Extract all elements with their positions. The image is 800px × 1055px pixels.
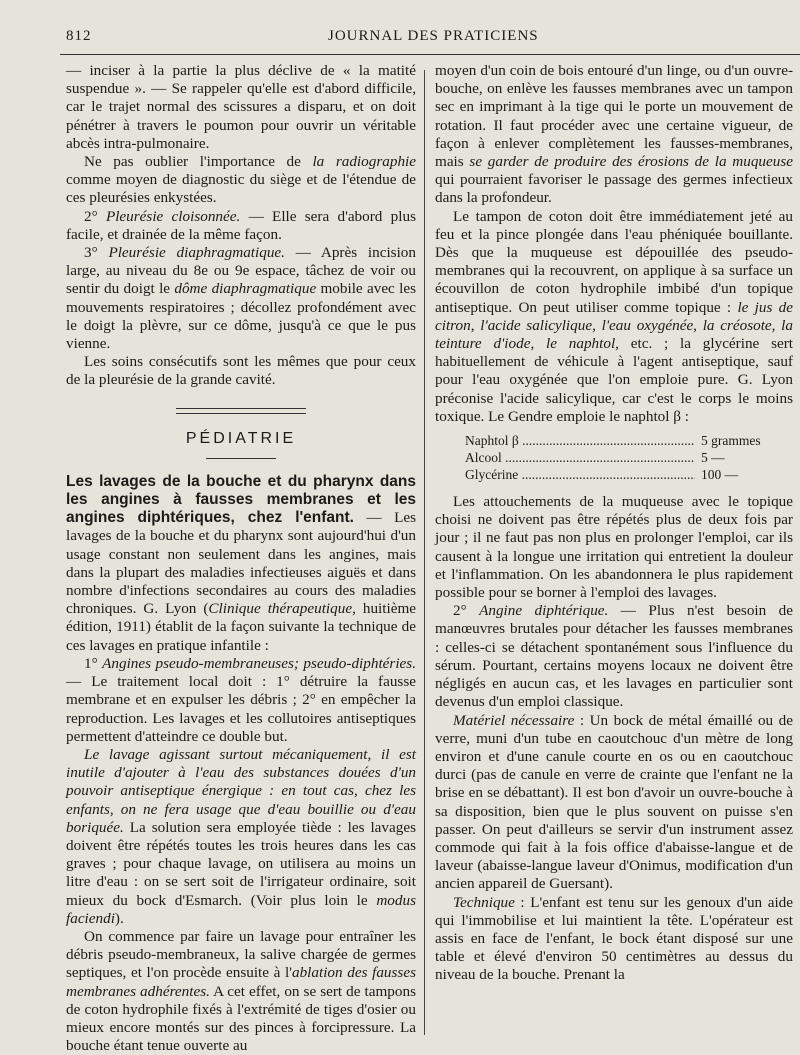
paragraph: Matériel nécessaire : Un bock de métal émaillé ou de verre, muni d'un tube en caoutchouc d'un mètre de long environ et d'une canule courte en os ou en caoutchouc durci (pas de canule en verre de crainte que l'enfant ne la brise en se débattant). Il est bon d'avoir un ouvre-bouche à sa disposition, bien que le plus souvent on puisse s'en passer. On peut d'ailleurs se servir d'un instrument assez commode qui fait à la fois office d'abaisse-langue et de laveur (abaisse-langue laveur d'Onimus, modification d'un ancien appareil de Guersant). bbox=[435, 711, 793, 893]
paragraph: Les soins consécutifs sont les mêmes que pour ceux de la pleurésie de la grande cavité. bbox=[66, 353, 416, 389]
paragraph: 2° Angine diphtérique. — Plus n'est besoin de manœuvres brutales pour détacher les fausses membranes : celles-ci se détachent spontanément sous l'influence du sérum. Pourtant, certains moyens locaux ne doivent être négligés en aucun cas, et les lavages en particulier sont devenus d'un emploi classique. bbox=[435, 602, 794, 711]
paragraph: 3° Pleurésie diaphragmatique. — Après incision large, au niveau du 8e ou 9e espace, tâchez de voir ou sentir du doigt le dôme diaphragmatique mobile avec les mouvements respiratoires ; décollez profondément avec le doigt la plèvre, sur ce dôme, jusqu'à ce que le pus vienne. bbox=[66, 244, 416, 353]
paragraph: — inciser à la partie la plus déclive de « la matité suspendue ». — Se rappeler qu'elle est d'abord difficile, car le trajet normal des scissures a disparu, et on doit pénétrer à travers le poumon pour ouvrir un véritable abcès intra-pulmonaire. bbox=[66, 62, 416, 152]
left-column bbox=[66, 62, 416, 1055]
paragraph: Technique : L'enfant est tenu sur les genoux d'un aide qui l'immobilise et lui maintient la tête. L'opérateur est assis en face de l'enfant, le bock étant disposé sur une table et élevé d'environ 50 centimètres au dessus du niveau de la bouche. Prenant la bbox=[435, 893, 793, 984]
recipe-row: Naphtol β ..... 5 grammes bbox=[465, 432, 793, 449]
section-rule-double bbox=[176, 408, 306, 414]
page-header bbox=[66, 28, 780, 50]
journal-title: JOURNAL DES PRATICIENS bbox=[328, 28, 539, 44]
paragraph: Le lavage agissant surtout mécaniquement, il est inutile d'ajouter à l'eau des substances douées d'un pouvoir antiseptique énergique : en tout cas, chez les enfants, on ne fera usage que d'eau bouillie ou d'eau boriquée. La solution sera employée tiède : les lavages doivent être répétés toutes les trois heures dans les cas graves ; pour chaque lavage, on utilisera au moins un litre d'eau : on se sert soit de l'irrigateur ordinaire, soit mieux du bock d'Esmarch. (Voir plus loin le modus faciendi). bbox=[66, 745, 416, 927]
paragraph: Ne pas oublier l'importance de la radiographie comme moyen de diagnostic du siège et de l'étendue de ces pleurésies enkystées. bbox=[66, 153, 416, 207]
right-column bbox=[435, 62, 793, 985]
paragraph: On commence par faire un lavage pour entraîner les débris pseudo-membraneux, la salive chargée de germes septiques, et l'on procède ensuite à l'ablation des fausses membranes adhérentes. A cet effet, on se sert de tampons de coton hydrophile fixés à l'extrémité de tiges d'osier ou mieux encore montés sur des pinces à forcipressure. La bouche étant tenue ouverte au bbox=[66, 927, 416, 1055]
recipe-row: Alcool ..... 5 — bbox=[465, 449, 793, 466]
paragraph: Le tampon de coton doit être immédiatement jeté au feu et la pince plongée dans l'eau phéniquée bouillante. Dès que la muqueuse est dépouillée des pseudo-membranes qui la recouvrent, on applique à sa surface un écouvillon de coton hydrophile imbibé d'un topique antiseptique. On peut utiliser comme topique : le jus de citron, l'acide salicylique, l'eau oxygénée, la créosote, la teinture d'iode, le naphtol, etc. ; la glycérine sert habituellement de véhicule à l'agent antiseptique, sauf pour l'eau oxygénée que l'on emploie pure. G. Lyon préconise l'acide salicylique, car c'est le corps le moins toxique. Le Gendre emploie le naphtol β : bbox=[435, 207, 793, 425]
header-rule bbox=[60, 54, 800, 55]
page-number: 812 bbox=[66, 28, 92, 44]
paragraph: moyen d'un coin de bois entouré d'un linge, ou d'un ouvre-bouche, on enlève les fausses membranes avec un tampon sec en imprimant à la tige qui le porte un mouvement de rotation. Il faut procéder avec une certaine vigueur, de façon à enlever complètement les fausses-membranes, mais se garder de produire des érosions de la muqueuse qui pourraient favoriser le passage des germes infectieux dans la profondeur. bbox=[435, 62, 793, 207]
recipe-row: Glycérine ..... 100 — bbox=[465, 466, 793, 483]
paragraph: 1° Angines pseudo-membraneuses; pseudo-diphtéries. — Le traitement local doit : 1° détruire la fausse membrane et en expulser les débris ; 2° en empêcher la reproduction. Les lavages et les collutoires antiseptiques permettent d'atteindre ce double but. bbox=[66, 654, 416, 745]
paragraph: 2° Pleurésie cloisonnée. — Elle sera d'abord plus facile, et drainée de la même façon. bbox=[66, 207, 416, 243]
article-title: Les lavages de la bouche et du pharynx dans les angines à fausses membranes et les angines diphtériques, chez l'enfant. bbox=[66, 472, 416, 527]
column-divider bbox=[424, 70, 425, 1035]
paragraph: Les attouchements de la muqueuse avec le topique choisi ne doivent pas être répétés plus de deux fois par jour ; il ne faut pas non plus en prolonger l'emploi, car ils causent à la longue une irritation qui entretient la douleur et l'inflammation. On les abandonnera le plus rapidement possible pour se borner à l'emploi des lavages. bbox=[435, 493, 793, 602]
article-intro: Les lavages de la bouche et du pharynx dans les angines à fausses membranes et les angines diphtériques, chez l'enfant. — Les lavages de la bouche et du pharynx sont aujourd'hui d'un usage constant non seulement dans les angines, mais dans la plupart des maladies infectieuses aiguës et dans nombre d'infections secondaires au cours des maladies chroniques. G. Lyon (Clinique thérapeutique, huitième édition, 1911) établit de la façon suivante la technique de ces lavages en pratique infantile : bbox=[66, 472, 416, 654]
recipe-table bbox=[465, 432, 793, 483]
section-title: PÉDIATRIE bbox=[185, 429, 297, 447]
section-rule bbox=[206, 458, 276, 459]
